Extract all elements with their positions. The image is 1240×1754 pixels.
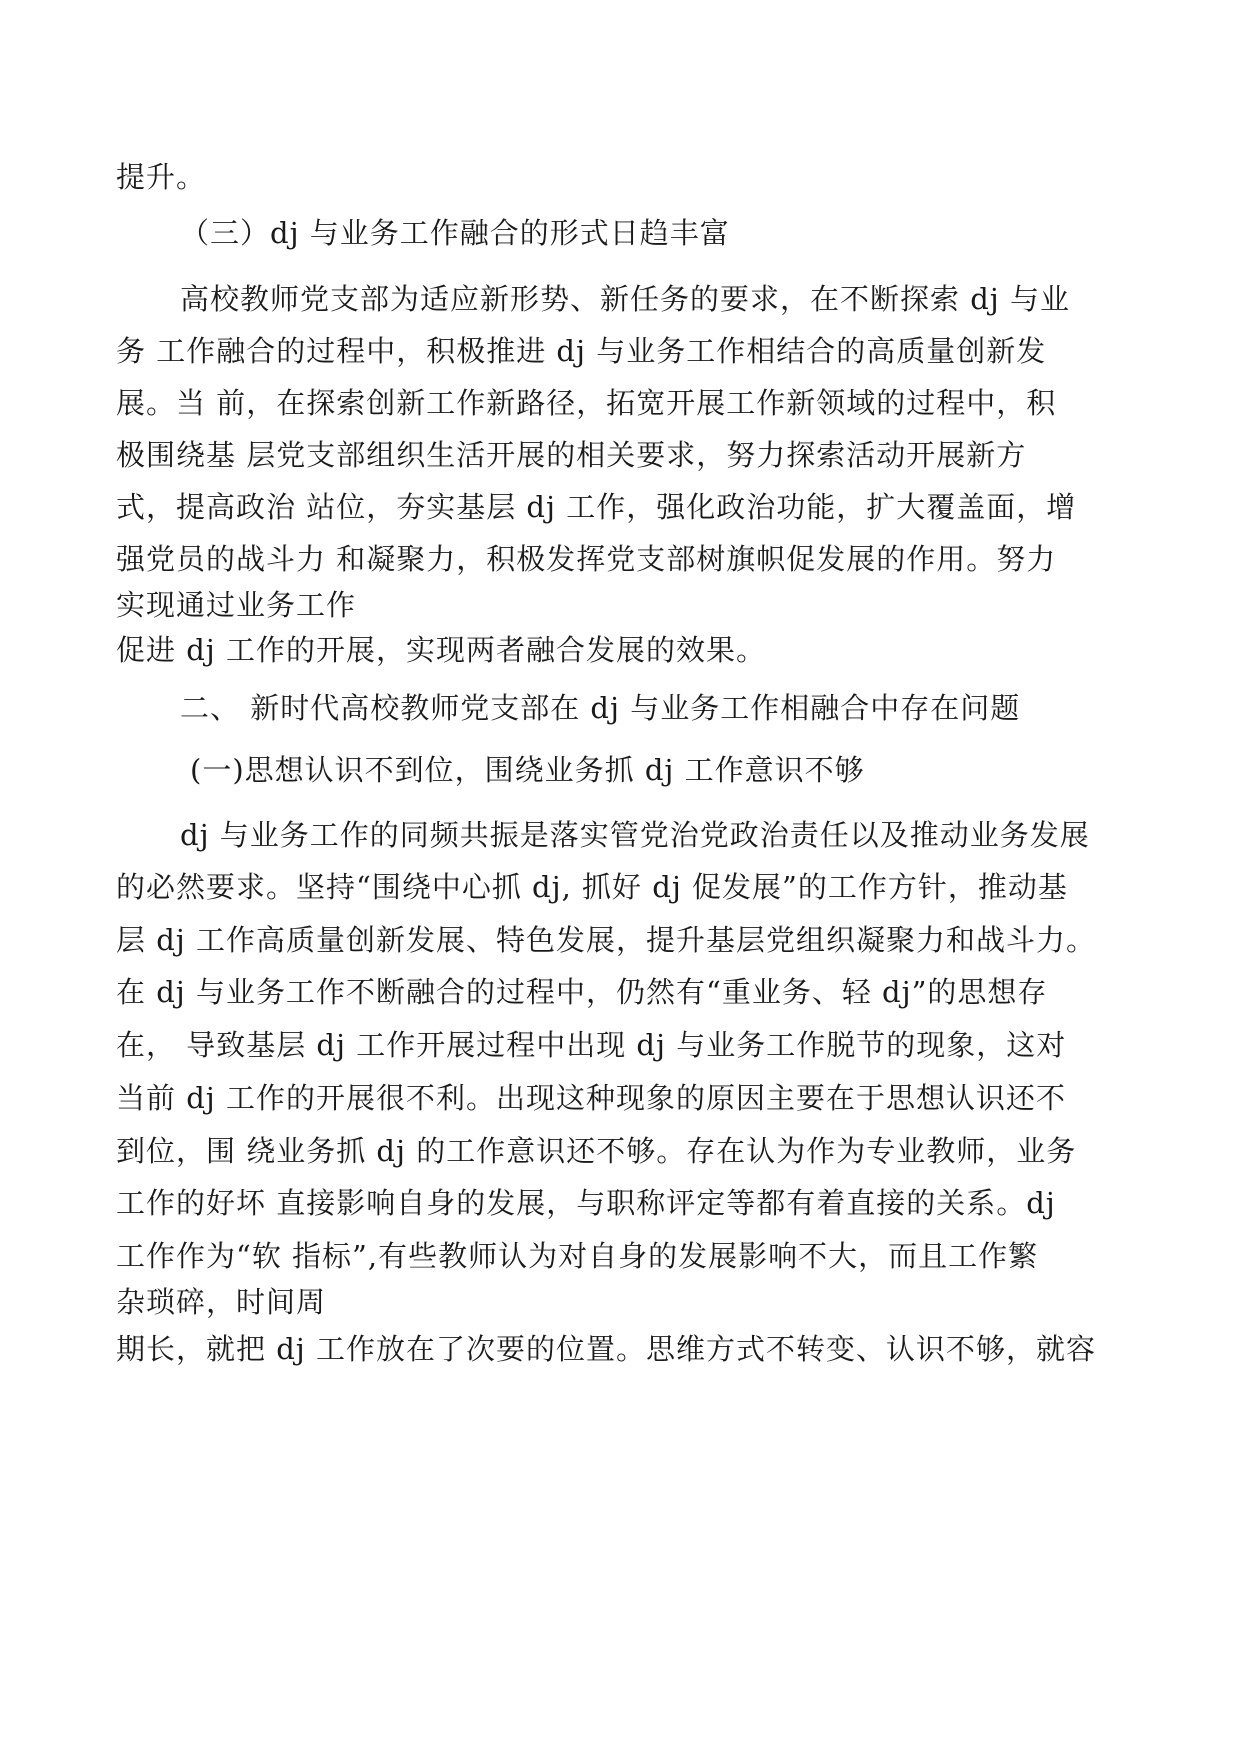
subsection-heading: (一)思想认识不到位，围绕业务抓 dj 工作意识不够 bbox=[190, 753, 865, 787]
text-line: 提升。 bbox=[116, 160, 207, 194]
text-line: 当前 dj 工作的开展很不利。出现这种现象的原因主要在于思想认识还不 bbox=[116, 1081, 1066, 1115]
text-line: dj 与业务工作的同频共振是落实管党治党政治责任以及推动业务发展 bbox=[180, 818, 1090, 852]
text-line: 在 dj 与业务工作不断融合的过程中，仍然有“重业务、轻 dj”的思想存 bbox=[116, 975, 1048, 1009]
text-line: 工作的好坏 直接影响自身的发展，与职称评定等都有着直接的关系。dj bbox=[116, 1186, 1056, 1220]
text-line: 杂琐碎，时间周 bbox=[116, 1285, 327, 1319]
text-line: 务 工作融合的过程中，积极推进 dj 与业务工作相结合的高质量创新发 bbox=[116, 334, 1047, 368]
text-line: 层 dj 工作高质量创新发展、特色发展，提升基层党组织凝聚力和战斗力。 bbox=[116, 923, 1096, 957]
section-heading: 二、 新时代高校教师党支部在 dj 与业务工作相融合中存在问题 bbox=[180, 691, 1021, 725]
text-line: 促进 dj 工作的开展，实现两者融合发展的效果。 bbox=[116, 633, 766, 667]
text-line: 实现通过业务工作 bbox=[116, 588, 357, 622]
text-line: 工作作为“软 指标”,有些教师认为对自身的发展影响不大，而且工作繁 bbox=[116, 1239, 1039, 1273]
section-heading: （三）dj 与业务工作融合的形式日趋丰富 bbox=[180, 216, 730, 250]
text-line: 强党员的战斗力 和凝聚力，积极发挥党支部树旗帜促发展的作用。努力 bbox=[116, 542, 1057, 576]
text-line: 的必然要求。坚持“围绕中心抓 dj, 抓好 dj 促发展”的工作方针，推动基 bbox=[116, 870, 1068, 904]
text-line: 到位，围 绕业务抓 dj 的工作意识还不够。存在认为作为专业教师，业务 bbox=[116, 1134, 1077, 1168]
text-line: 在， 导致基层 dj 工作开展过程中出现 dj 与业务工作脱节的现象，这对 bbox=[116, 1028, 1067, 1062]
text-line: 展。当 前，在探索创新工作新路径，拓宽开展工作新领域的过程中，积 bbox=[116, 386, 1057, 420]
text-line: 式，提高政治 站位，夯实基层 dj 工作，强化政治功能，扩大覆盖面，增 bbox=[116, 490, 1077, 524]
text-line: 期长，就把 dj 工作放在了次要的位置。思维方式不转变、认识不够，就容 bbox=[116, 1332, 1096, 1366]
text-line: 高校教师党支部为适应新形势、新任务的要求，在不断探索 dj 与业 bbox=[180, 282, 1070, 316]
text-line: 极围绕基 层党支部组织生活开展的相关要求，努力探索活动开展新方 bbox=[116, 438, 1027, 472]
